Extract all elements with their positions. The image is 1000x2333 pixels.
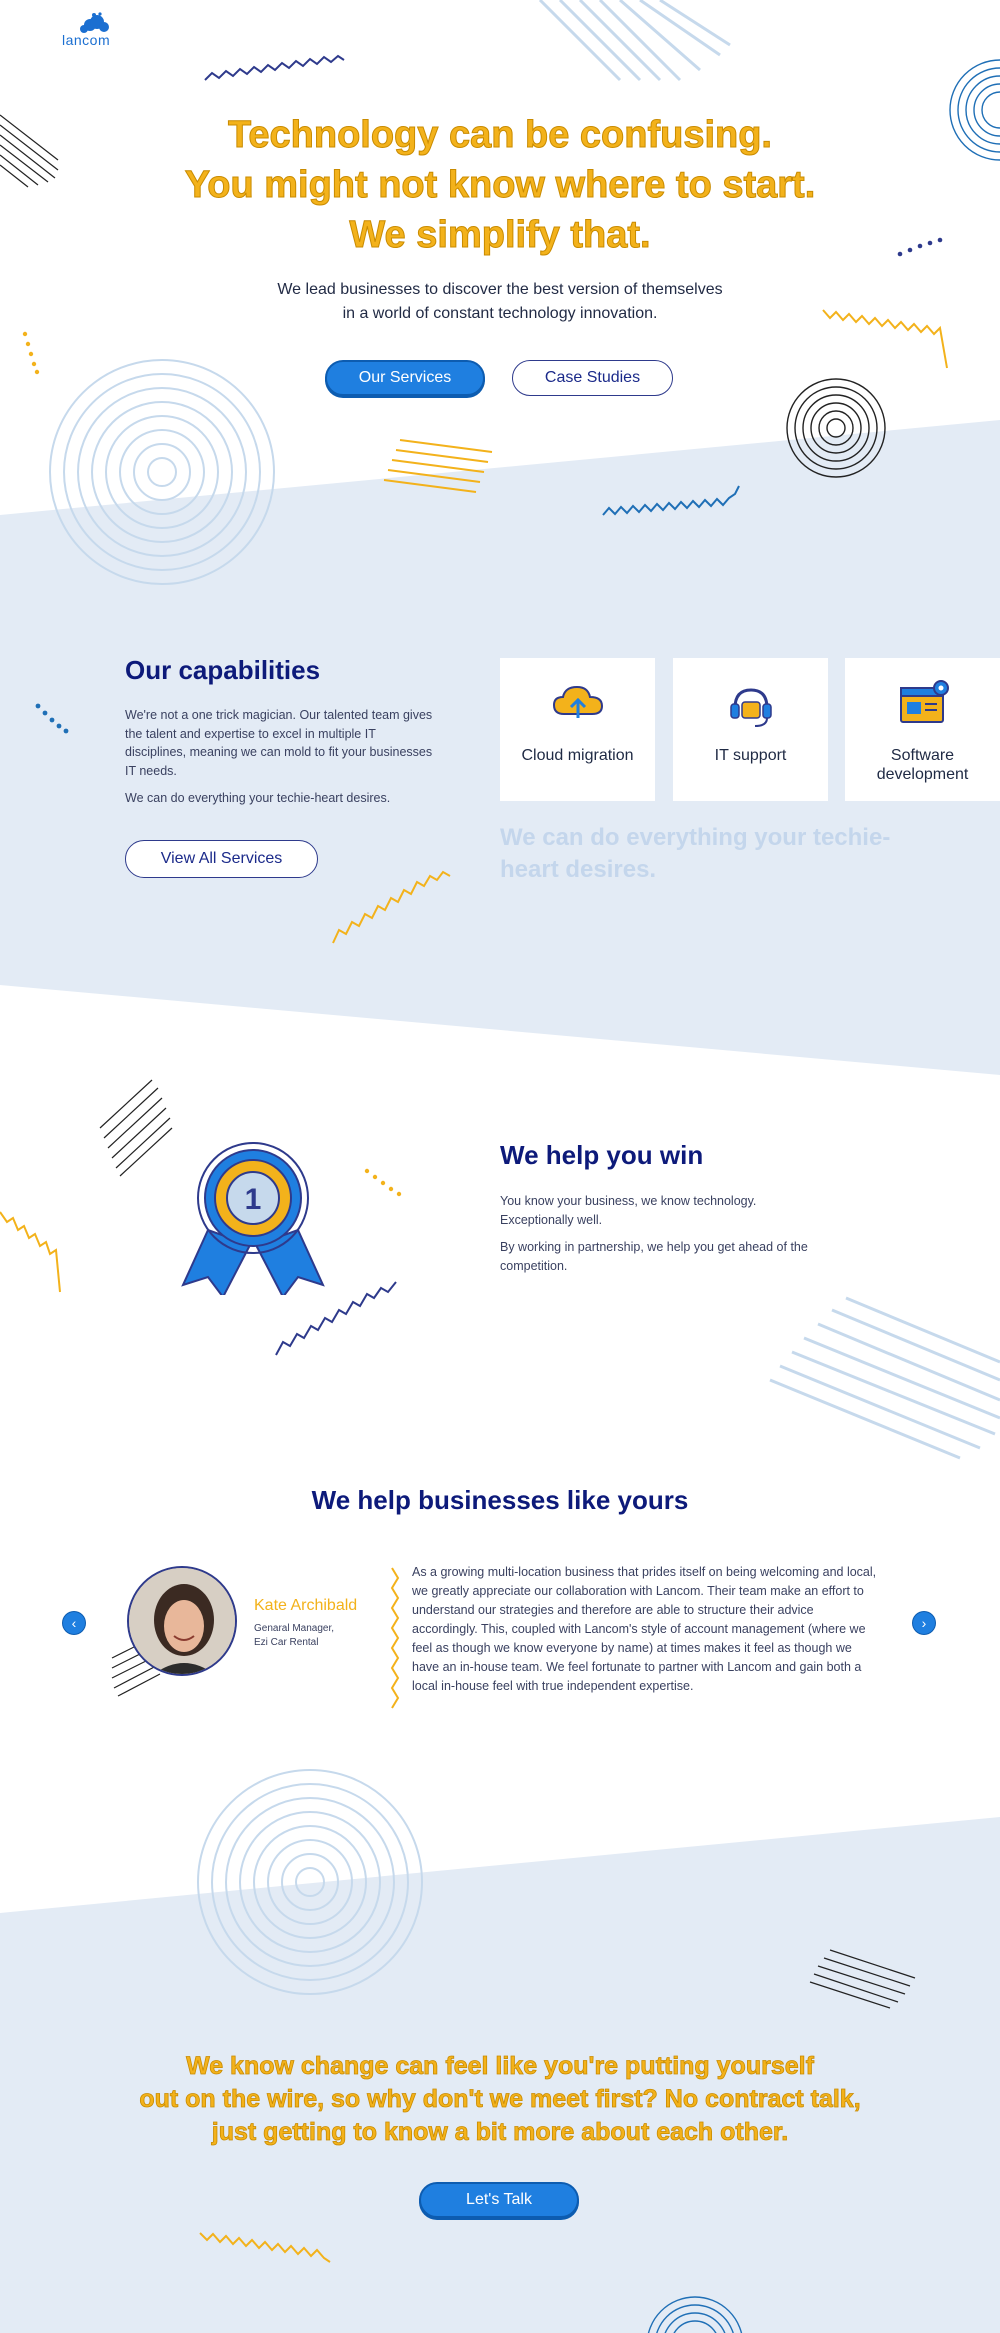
avatar [127, 1566, 237, 1676]
hero-line-1: Technology can be confusing. [227, 114, 772, 156]
win-paragraph-1: You know your business, we know technology. Exceptionally well. [500, 1194, 757, 1227]
hero-subtitle-line-2: in a world of constant technology innovation. [342, 305, 658, 322]
cta-line-1: We know change can feel like you're putting yourself [186, 2052, 814, 2080]
testimonial-prev-button[interactable]: ‹ [63, 1612, 85, 1634]
capability-label: Software development [876, 747, 969, 783]
cta-line-2: out on the wire, so why don't we meet first? No contract talk, [139, 2085, 861, 2113]
win-paragraph-2: By working in partnership, we help you get ahead of the competition. [500, 1240, 808, 1273]
testimonials-title: We help businesses like yours [311, 1485, 689, 1515]
capability-label: Cloud migration [521, 747, 634, 764]
medal-icon [178, 1135, 328, 1295]
cta-text [0, 2050, 1000, 2149]
testimonial-name: Kate Archibald [254, 1597, 358, 1614]
browser-gear-icon [895, 678, 951, 730]
view-all-services-button[interactable]: View All Services [125, 840, 318, 878]
capabilities-watermark: We can do everything your techie-heart desires. [500, 824, 891, 883]
capabilities-paragraph-1: We're not a one trick magician. Our talented team gives the talent and expertise to excel in multiple IT disciplines, meaning we can mold to fit your businesses IT needs. [125, 708, 433, 778]
capabilities-title: Our capabilities [125, 655, 321, 685]
capability-card-cloud-migration[interactable] [500, 658, 655, 801]
testimonial-quote: As a growing multi-location business that prides itself on being welcoming and local, we greatly appreciate our collaboration with Lancom. Their team make an effort to understand our strategies and therefore are able to structure their advice accordingly. This, coupled with Lancom's style of account management (where we feel as though we know everyone by name) at times makes it feel as though we have an in-house team. We feel fortunate to partner with Lancom and gain both a local in-house feel with true independent expertise. [412, 1565, 877, 1693]
cta-line-3: just getting to know a bit more about each other. [211, 2118, 789, 2146]
hero-subtitle [0, 278, 1000, 326]
win-title: We help you win [500, 1140, 704, 1170]
testimonial-role [254, 1622, 334, 1650]
medal-number: 1 [244, 1183, 262, 1216]
brand-name[interactable]: lancom [62, 32, 111, 48]
testimonial-company: Ezi Car Rental [254, 1637, 319, 1648]
capability-card-it-support[interactable] [673, 658, 828, 801]
hero-line-3: We simplify that. [349, 214, 651, 256]
cloud-upload-icon [550, 678, 606, 726]
headset-icon [723, 678, 779, 734]
case-studies-button[interactable]: Case Studies [512, 360, 673, 396]
capabilities-paragraph-2: We can do everything your techie-heart desires. [125, 791, 391, 805]
hero-title [0, 110, 1000, 260]
hero-line-2: You might not know where to start. [184, 164, 816, 206]
testimonial-role-title: Genaral Manager, [254, 1623, 335, 1634]
capability-label: IT support [714, 747, 787, 764]
hero-subtitle-line-1: We lead businesses to discover the best version of themselves [277, 281, 723, 298]
our-services-button[interactable]: Our Services [325, 360, 485, 396]
capability-card-software-development[interactable] [845, 658, 1000, 801]
person-icon [129, 1568, 237, 1676]
testimonial-next-button[interactable]: › [913, 1612, 935, 1634]
lets-talk-button[interactable]: Let's Talk [419, 2182, 579, 2218]
